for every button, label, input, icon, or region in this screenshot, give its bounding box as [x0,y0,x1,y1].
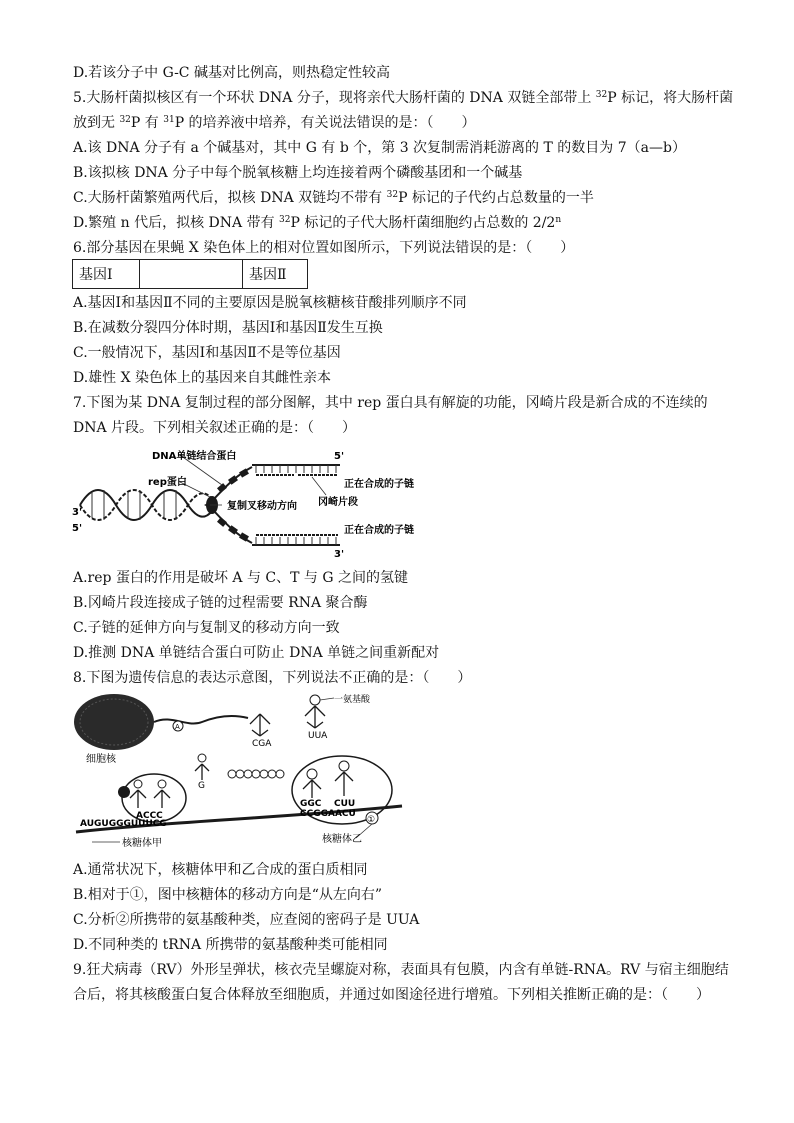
text-line-l07: D.繁殖 n 代后，拟核 DNA 带有 $^{32}$P 标记的子代大肠杆菌细胞约占总数的 2/2$^n$ [73,215,562,231]
text-line-l12: D.雄性 X 染色体上的基因来自其雌性亲本 [73,370,332,386]
text-line-l10: B.在减数分裂四分体时期，基因Ⅰ和基因Ⅱ发生互换 [73,320,383,336]
text-line-l19: 8.下图为遗传信息的表达示意图，下列说法不正确的是：（ ） [73,670,472,686]
label-top-daughter: 正在合成的子链 [344,479,414,490]
text-line-l17: C.子链的延伸方向与复制叉的移动方向一致 [73,620,340,636]
text-line-l25: 合后，将其核酸蛋白复合体释放至细胞质，并通过如图途径进行增殖。下列相关推断正确的是：（ ） [73,987,710,1003]
text-line-l01: D.若该分子中 G-C 碱基对比例高，则热稳定性较高 [73,65,390,81]
text-line-l06: C.大肠杆菌繁殖两代后，拟核 DNA 双链均不带有 $^{32}$P 标记的子代约占总数量的一半 [73,190,594,206]
svg-text:A: A [175,723,180,731]
label-3-left: 3' [72,507,83,518]
gene-expression-figure [72,692,412,852]
dna-replication-figure [72,445,422,560]
label-fork-direction: 复制叉移动方向 [227,501,297,512]
gene-cell-1: 基因Ⅰ [73,260,140,289]
text-line-l03: 放到无 $^{32}$P 有 $^{31}$P 的培养液中培养，有关说法错误的是：（ ） [73,115,476,131]
label-5-left: 5' [72,523,83,534]
label-3-bottom: 3' [334,549,345,560]
text-line-l21: B.相对于①，图中核糖体的移动方向是“从左向右” [73,887,383,903]
text-line-l05: B.该拟核 DNA 分子中每个脱氧核糖上均连接着两个磷酸基团和一个碱基 [73,165,523,181]
label-ssb: DNA单链结合蛋白 [152,451,237,462]
text-line-l20: A.通常状况下，核糖体甲和乙合成的蛋白质相同 [73,862,368,878]
label-ribosome-a: 核糖体甲 [122,838,162,849]
label-cga: CGA [252,739,272,749]
label-one: ① [367,815,376,825]
text-line-l04: A.该 DNA 分子有 a 个碱基对，其中 G 有 b 个，第 3 次复制需消耗游离的 T 的数目为 7（a—b） [73,140,686,156]
label-amino-acid: 一氨基酸 [334,695,371,705]
label-5-top: 5' [334,451,345,462]
label-mrna-left: ACCC [136,811,163,821]
text-line-l02: 5.大肠杆菌拟核区有一个环状 DNA 分子，现将亲代大肠杆菌的 DNA 双链全部带上 $^{32}$P 标记，将大肠杆菌 [73,90,734,106]
label-okazaki: 冈崎片段 [318,497,358,508]
text-line-l22: C.分析②所携带的氨基酸种类，应查阅的密码子是 UUA [73,912,420,928]
text-line-l09: A.基因Ⅰ和基因Ⅱ不同的主要原因是脱氧核糖核苷酸排列顺序不同 [73,295,467,311]
label-ggc: GGC [300,799,322,809]
label-ribosome-b: 核糖体乙 [322,834,362,845]
label-gac: G [198,781,205,791]
text-line-l14: DNA 片段。下列相关叙述正确的是：（ ） [73,420,357,436]
label-mrna-seq-left: AUGUGGGUUUCG [80,819,167,829]
text-line-l11: C.一般情况下，基因Ⅰ和基因Ⅱ不是等位基因 [73,345,341,361]
text-line-l08: 6.部分基因在果蝇 X 染色体上的相对位置如图所示，下列说法错误的是：（ ） [73,240,575,256]
text-line-l23: D.不同种类的 tRNA 所携带的氨基酸种类可能相同 [73,937,388,953]
gene-cell-2 [140,260,243,289]
text-line-l18: D.推测 DNA 单链结合蛋白可防止 DNA 单链之间重新配对 [73,645,440,661]
text-line-l13: 7.下图为某 DNA 复制过程的部分图解，其中 rep 蛋白具有解旋的功能，冈崎片段是新合成的不连续的 [73,395,708,411]
text-line-l24: 9.狂犬病毒（RV）外形呈弹状，核衣壳呈螺旋对称，表面具有包膜，内含有单链-RNA。RV 与宿主细胞结 [73,962,729,978]
text-line-l15: A.rep 蛋白的作用是破坏 A 与 C、T 与 G 之间的氢键 [73,570,408,586]
label-uua: UUA [308,731,328,741]
label-bottom-daughter: 正在合成的子链 [344,525,414,536]
gene-position-table [72,259,308,289]
label-nucleus: 细胞核 [86,754,116,765]
label-cuu: CUU [334,799,356,809]
label-rep: rep蛋白 [148,477,187,488]
gene-cell-3: 基因Ⅱ [243,260,308,289]
text-line-l16: B.冈崎片段连接成子链的过程需要 RNA 聚合酶 [73,595,368,611]
label-mrna-seq-right: CCGGAACU [300,809,356,819]
